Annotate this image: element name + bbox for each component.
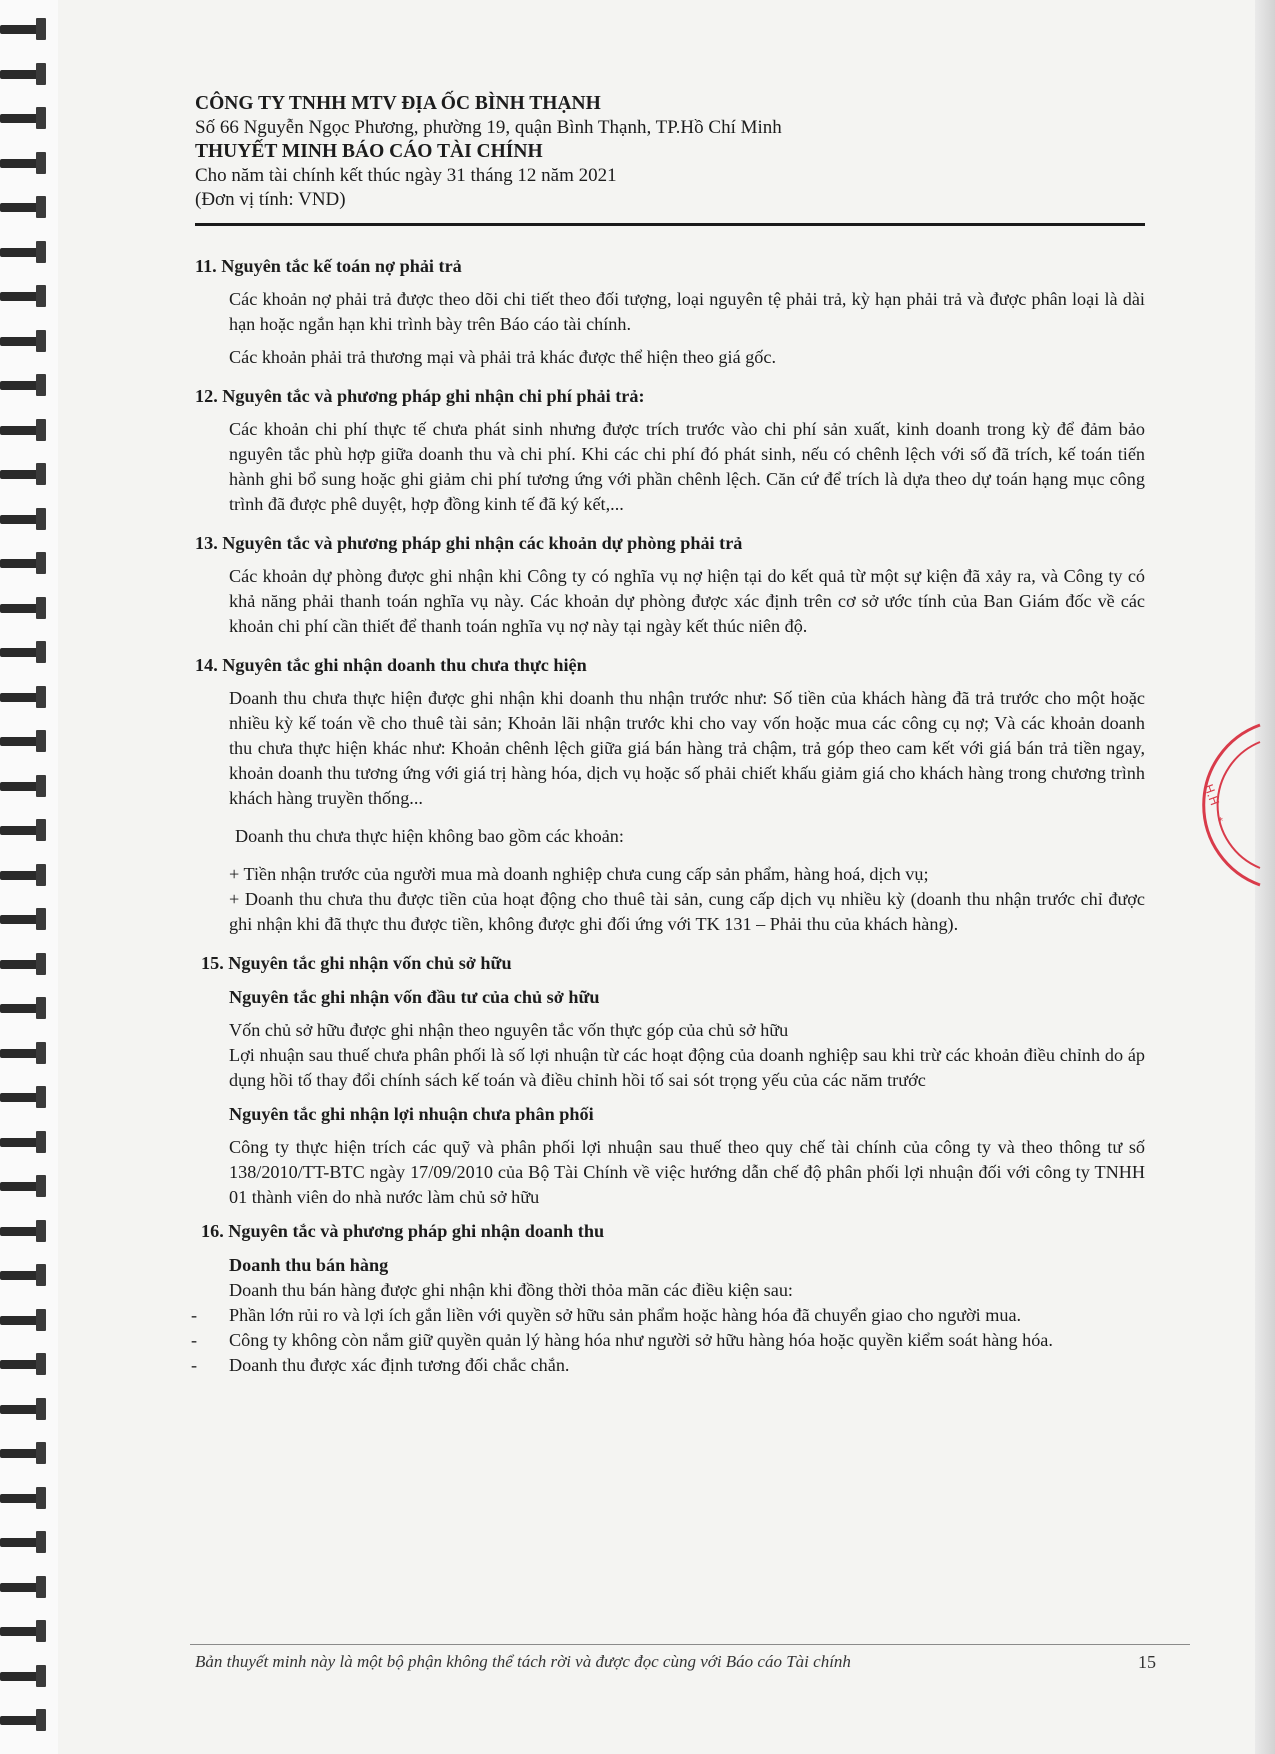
binding-ring <box>0 1264 50 1288</box>
footer-note: Bản thuyết minh này là một bộ phận không thể tách rời và được đọc cùng với Báo cáo Tài chính <box>195 1652 851 1671</box>
binding-ring <box>0 241 50 265</box>
binding-ring <box>0 1665 50 1689</box>
binding-ring <box>0 641 50 665</box>
section-15-subtitle-1: Nguyên tắc ghi nhận vốn đầu tư của chủ sở hữu <box>229 987 600 1007</box>
section-14-paragraph-1: Doanh thu chưa thực hiện được ghi nhận khi doanh thu nhận trước như: Số tiền của khách hàng đã trả trước cho một hoặc nhiều kỳ kế toán về cho thuê tài sản; Khoản lãi nhận trước khi cho vay vốn hoặc mua các công cụ nợ; Và các khoản doanh thu chưa thực hiện khác như: Khoản chênh lệch giữa giá bán hàng trả chậm, trả góp theo cam kết với giá bán trả tiền ngay, khoản doanh thu tương ứng với giá trị hàng hóa, dịch vụ hoặc số phải chiết khấu giảm giá cho khách hàng trong chương trình khách hàng truyền thống... <box>229 688 1145 808</box>
binding-ring <box>0 1442 50 1466</box>
binding-ring <box>0 597 50 621</box>
binding-ring <box>0 330 50 354</box>
company-seal-fragment <box>1182 720 1262 890</box>
binding-ring <box>0 1531 50 1555</box>
section-16-bullet-1: - Phần lớn rủi ro và lợi ích gắn liền với quyền sở hữu sản phẩm hoặc hàng hóa đã chuyển giao cho người mua. <box>191 1305 1022 1325</box>
header-rule <box>195 223 1145 226</box>
binding-ring <box>0 18 50 42</box>
binding-ring <box>0 730 50 754</box>
section-15-paragraph-3: Công ty thực hiện trích các quỹ và phân phối lợi nhuận sau thuế theo quy chế tài chính của công ty và theo thông tư số 138/2010/TT-BTC ngày 17/09/2010 của Bộ Tài Chính về việc hướng dẫn chế độ phân phối lợi nhuận đối với công ty TNHH 01 thành viên do nhà nước làm chủ sở hữu <box>229 1137 1145 1207</box>
company-name: CÔNG TY TNHH MTV ĐỊA ỐC BÌNH THẠNH <box>195 93 601 114</box>
page-number: 15 <box>1138 1652 1156 1672</box>
section-14-item-2: + Doanh thu chưa thu được tiền của hoạt động cho thuê tài sản, cung cấp dịch vụ nhiều kỳ (doanh thu nhận trước chỉ được ghi nhận khi đã thực thu được tiền, không được ghi đối ứng với TK 131 – Phải thu của khách hàng). <box>229 889 1145 934</box>
binding-ring <box>0 1042 50 1066</box>
company-address: Số 66 Nguyễn Ngọc Phương, phường 19, quận Bình Thạnh, TP.Hồ Chí Minh <box>195 117 782 138</box>
section-15-subtitle-2: Nguyên tắc ghi nhận lợi nhuận chưa phân phối <box>229 1104 594 1124</box>
section-14-item-1: + Tiền nhận trước của người mua mà doanh nghiệp chưa cung cấp sản phẩm, hàng hoá, dịch vụ; <box>229 864 929 884</box>
document-title: THUYẾT MINH BÁO CÁO TÀI CHÍNH <box>195 141 543 162</box>
section-15-title: 15. Nguyên tắc ghi nhận vốn chủ sở hữu <box>201 953 512 973</box>
binding-ring <box>0 1086 50 1110</box>
document-header <box>195 92 1145 212</box>
section-14-paragraph-2: Doanh thu chưa thực hiện không bao gồm các khoản: <box>235 826 624 846</box>
section-16-subtitle-1: Doanh thu bán hàng <box>229 1255 389 1275</box>
binding-ring <box>0 196 50 220</box>
binding-ring <box>0 686 50 710</box>
section-16-bullet-2: - Công ty không còn nắm giữ quyền quản lý hàng hóa như người sở hữu hàng hóa hoặc quyền kiểm soát hàng hóa. <box>191 1330 1053 1350</box>
section-15-paragraph-1: Vốn chủ sở hữu được ghi nhận theo nguyên tắc vốn thực góp của chủ sở hữu <box>229 1020 789 1040</box>
section-11-title: 11. Nguyên tắc kế toán nợ phải trả <box>195 256 462 276</box>
section-16-paragraph-1: Doanh thu bán hàng được ghi nhận khi đồng thời thỏa mãn các điều kiện sau: <box>229 1280 793 1300</box>
section-16-bullet-3: - Doanh thu được xác định tương đối chắc chắn. <box>191 1355 570 1375</box>
footer-rule <box>190 1644 1190 1645</box>
binding-ring <box>0 552 50 576</box>
binding-ring <box>0 775 50 799</box>
binding-ring <box>0 1709 50 1733</box>
binding-ring <box>0 419 50 443</box>
section-11-paragraph-2: Các khoản phải trả thương mại và phải trả khác được thể hiện theo giá gốc. <box>229 347 777 367</box>
spiral-binding <box>0 0 58 1754</box>
section-12-title: 12. Nguyên tắc và phương pháp ghi nhận chi phí phải trả: <box>195 386 645 406</box>
binding-ring <box>0 1576 50 1600</box>
binding-ring <box>0 152 50 176</box>
section-16-title: 16. Nguyên tắc và phương pháp ghi nhận doanh thu <box>201 1221 605 1241</box>
section-12-paragraph-1: Các khoản chi phí thực tế chưa phát sinh nhưng được trích trước vào chi phí sản xuất, kinh doanh trong kỳ để đảm bảo nguyên tắc phù hợp giữa doanh thu và chi phí. Khi các chi phí đó phát sinh, nếu có chênh lệch với số đã trích, kế toán tiến hành ghi bổ sung hoặc ghi giảm chi phí tương ứng với phần chênh lệch. Căn cứ để trích là dựa theo dự toán hạng mục công trình đã được phê duyệt, hợp đồng kinh tế đã ký kết,... <box>229 419 1145 514</box>
binding-ring <box>0 107 50 131</box>
section-13-paragraph-1: Các khoản dự phòng được ghi nhận khi Công ty có nghĩa vụ nợ hiện tại do kết quả từ một sự kiện đã xảy ra, và Công ty có khả năng phải thanh toán nghĩa vụ này. Các khoản dự phòng được xác định trên cơ sở ước tính của Ban Giám đốc về các khoản chi phí cần thiết để thanh toán nghĩa vụ nợ này tại ngày kết thúc niên độ. <box>229 566 1145 636</box>
binding-ring <box>0 1487 50 1511</box>
section-14-title: 14. Nguyên tắc ghi nhận doanh thu chưa thực hiện <box>195 655 587 675</box>
fiscal-period: Cho năm tài chính kết thúc ngày 31 tháng 12 năm 2021 <box>195 165 617 186</box>
binding-ring <box>0 1353 50 1377</box>
binding-ring <box>0 1131 50 1155</box>
binding-ring <box>0 374 50 398</box>
binding-ring <box>0 1309 50 1333</box>
binding-ring <box>0 1220 50 1244</box>
binding-ring <box>0 1398 50 1422</box>
binding-ring <box>0 819 50 843</box>
currency-unit: (Đơn vị tính: VND) <box>195 189 346 210</box>
binding-ring <box>0 508 50 532</box>
binding-ring <box>0 997 50 1021</box>
section-15-paragraph-2: Lợi nhuận sau thuế chưa phân phối là số lợi nhuận từ các hoạt động của doanh nghiệp sau khi trừ các khoản điều chỉnh do áp dụng hồi tố thay đổi chính sách kế toán và điều chỉnh hồi tố sai sót trọng yếu của các năm trước <box>229 1045 1145 1090</box>
svg-text:*: * <box>1218 816 1223 827</box>
binding-ring <box>0 1175 50 1199</box>
binding-ring <box>0 285 50 309</box>
notes-body <box>191 253 1145 1378</box>
section-13-title: 13. Nguyên tắc và phương pháp ghi nhận các khoản dự phòng phải trả <box>195 533 743 553</box>
section-11-paragraph-1: Các khoản nợ phải trả được theo dõi chi tiết theo đối tượng, loại nguyên tệ phải trả, kỳ hạn phải trả và được phân loại là dài hạn hoặc ngắn hạn khi trình bày trên Báo cáo tài chính. <box>229 289 1145 334</box>
binding-ring <box>0 463 50 487</box>
binding-ring <box>0 63 50 87</box>
binding-ring <box>0 864 50 888</box>
binding-ring <box>0 908 50 932</box>
binding-ring <box>0 1620 50 1644</box>
svg-text:H.H: H.H <box>1201 782 1222 808</box>
binding-ring <box>0 953 50 977</box>
